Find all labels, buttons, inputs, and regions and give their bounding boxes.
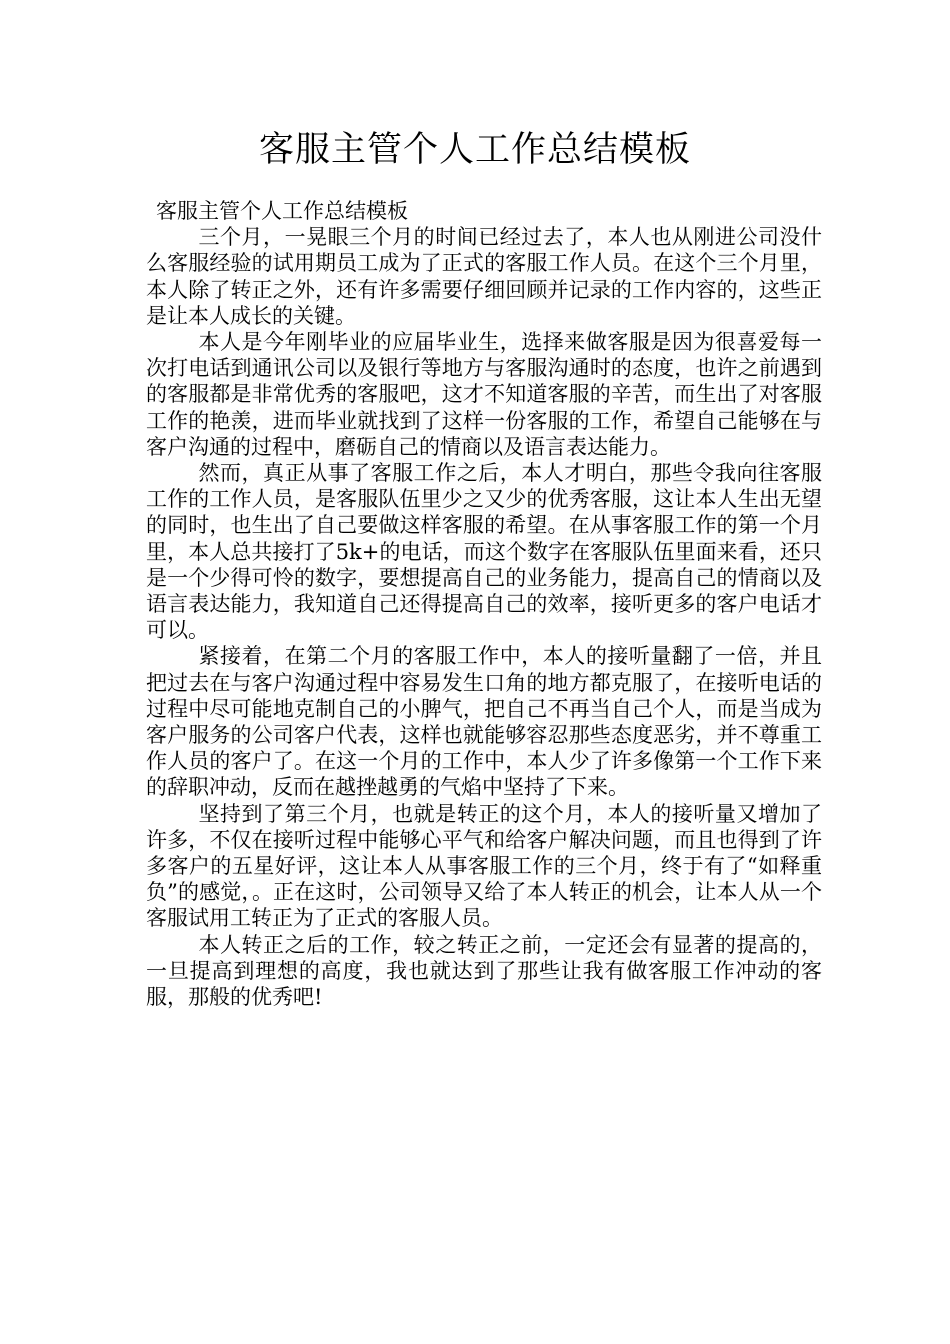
paragraph: 然而，真正从事了客服工作之后，本人才明白，那些令我向往客服工作的工作人员，是客服队伍里少之又少的优秀客服，这让本人生出无望的同时，也生出了自己要做这样客服的希望。在从事客服工作的第一个月里，本人总共接打了5k+的电话，而这个数字在客服队伍里面来看，还只是一个少得可怜的数字，要想提高自己的业务能力，提高自己的情商以及语言表达能力，我知道自己还得提高自己的效率，接听更多的客户电话才可以。 xyxy=(146,461,822,643)
paragraph: 三个月，一晃眼三个月的时间已经过去了，本人也从刚进公司没什么客服经验的试用期员工成为了正式的客服工作人员。在这个三个月里，本人除了转正之外，还有许多需要仔细回顾并记录的工作内容的，这些正是让本人成长的关键。 xyxy=(146,225,822,328)
paragraph: 本人转正之后的工作，较之转正之前，一定还会有显著的提高的，一旦提高到理想的高度，我也就达到了那些让我有做客服工作冲动的客服，那般的优秀吧! xyxy=(146,932,822,1010)
document-body xyxy=(146,198,822,1010)
paragraph: 坚持到了第三个月，也就是转正的这个月，本人的接听量又增加了许多，不仅在接听过程中能够心平气和给客户解决问题，而且也得到了许多客户的五星好评，这让本人从事客服工作的三个月，终于有了“如释重负”的感觉，。正在这时，公司领导又给了本人转正的机会，让本人从一个客服试用工转正为了正式的客服人员。 xyxy=(146,801,822,931)
paragraph: 本人是今年刚毕业的应届毕业生，选择来做客服是因为很喜爱每一次打电话到通讯公司以及银行等地方与客服沟通时的态度，也许之前遇到的客服都是非常优秀的客服吧，这才不知道客服的辛苦，而生出了对客服工作的艳羡，进而毕业就找到了这样一份客服的工作，希望自己能够在与客户沟通的过程中，磨砺自己的情商以及语言表达能力。 xyxy=(146,330,822,459)
document-title: 客服主管个人工作总结模板 xyxy=(258,130,691,170)
document-subtitle: 客服主管个人工作总结模板 xyxy=(156,199,408,223)
paragraph: 紧接着，在第二个月的客服工作中，本人的接听量翻了一倍，并且把过去在与客户沟通过程中容易发生口角的地方都克服了，在接听电话的过程中尽可能地克制自己的小脾气，把自己不再当自己个人，而是当成为客户服务的公司客户代表，这样也就能够容忍那些态度恶劣，并不尊重工作人员的客户了。在这一个月的工作中，本人少了许多像第一个工作下来的辞职冲动，反而在越挫越勇的气焰中坚持了下来。 xyxy=(146,644,822,800)
